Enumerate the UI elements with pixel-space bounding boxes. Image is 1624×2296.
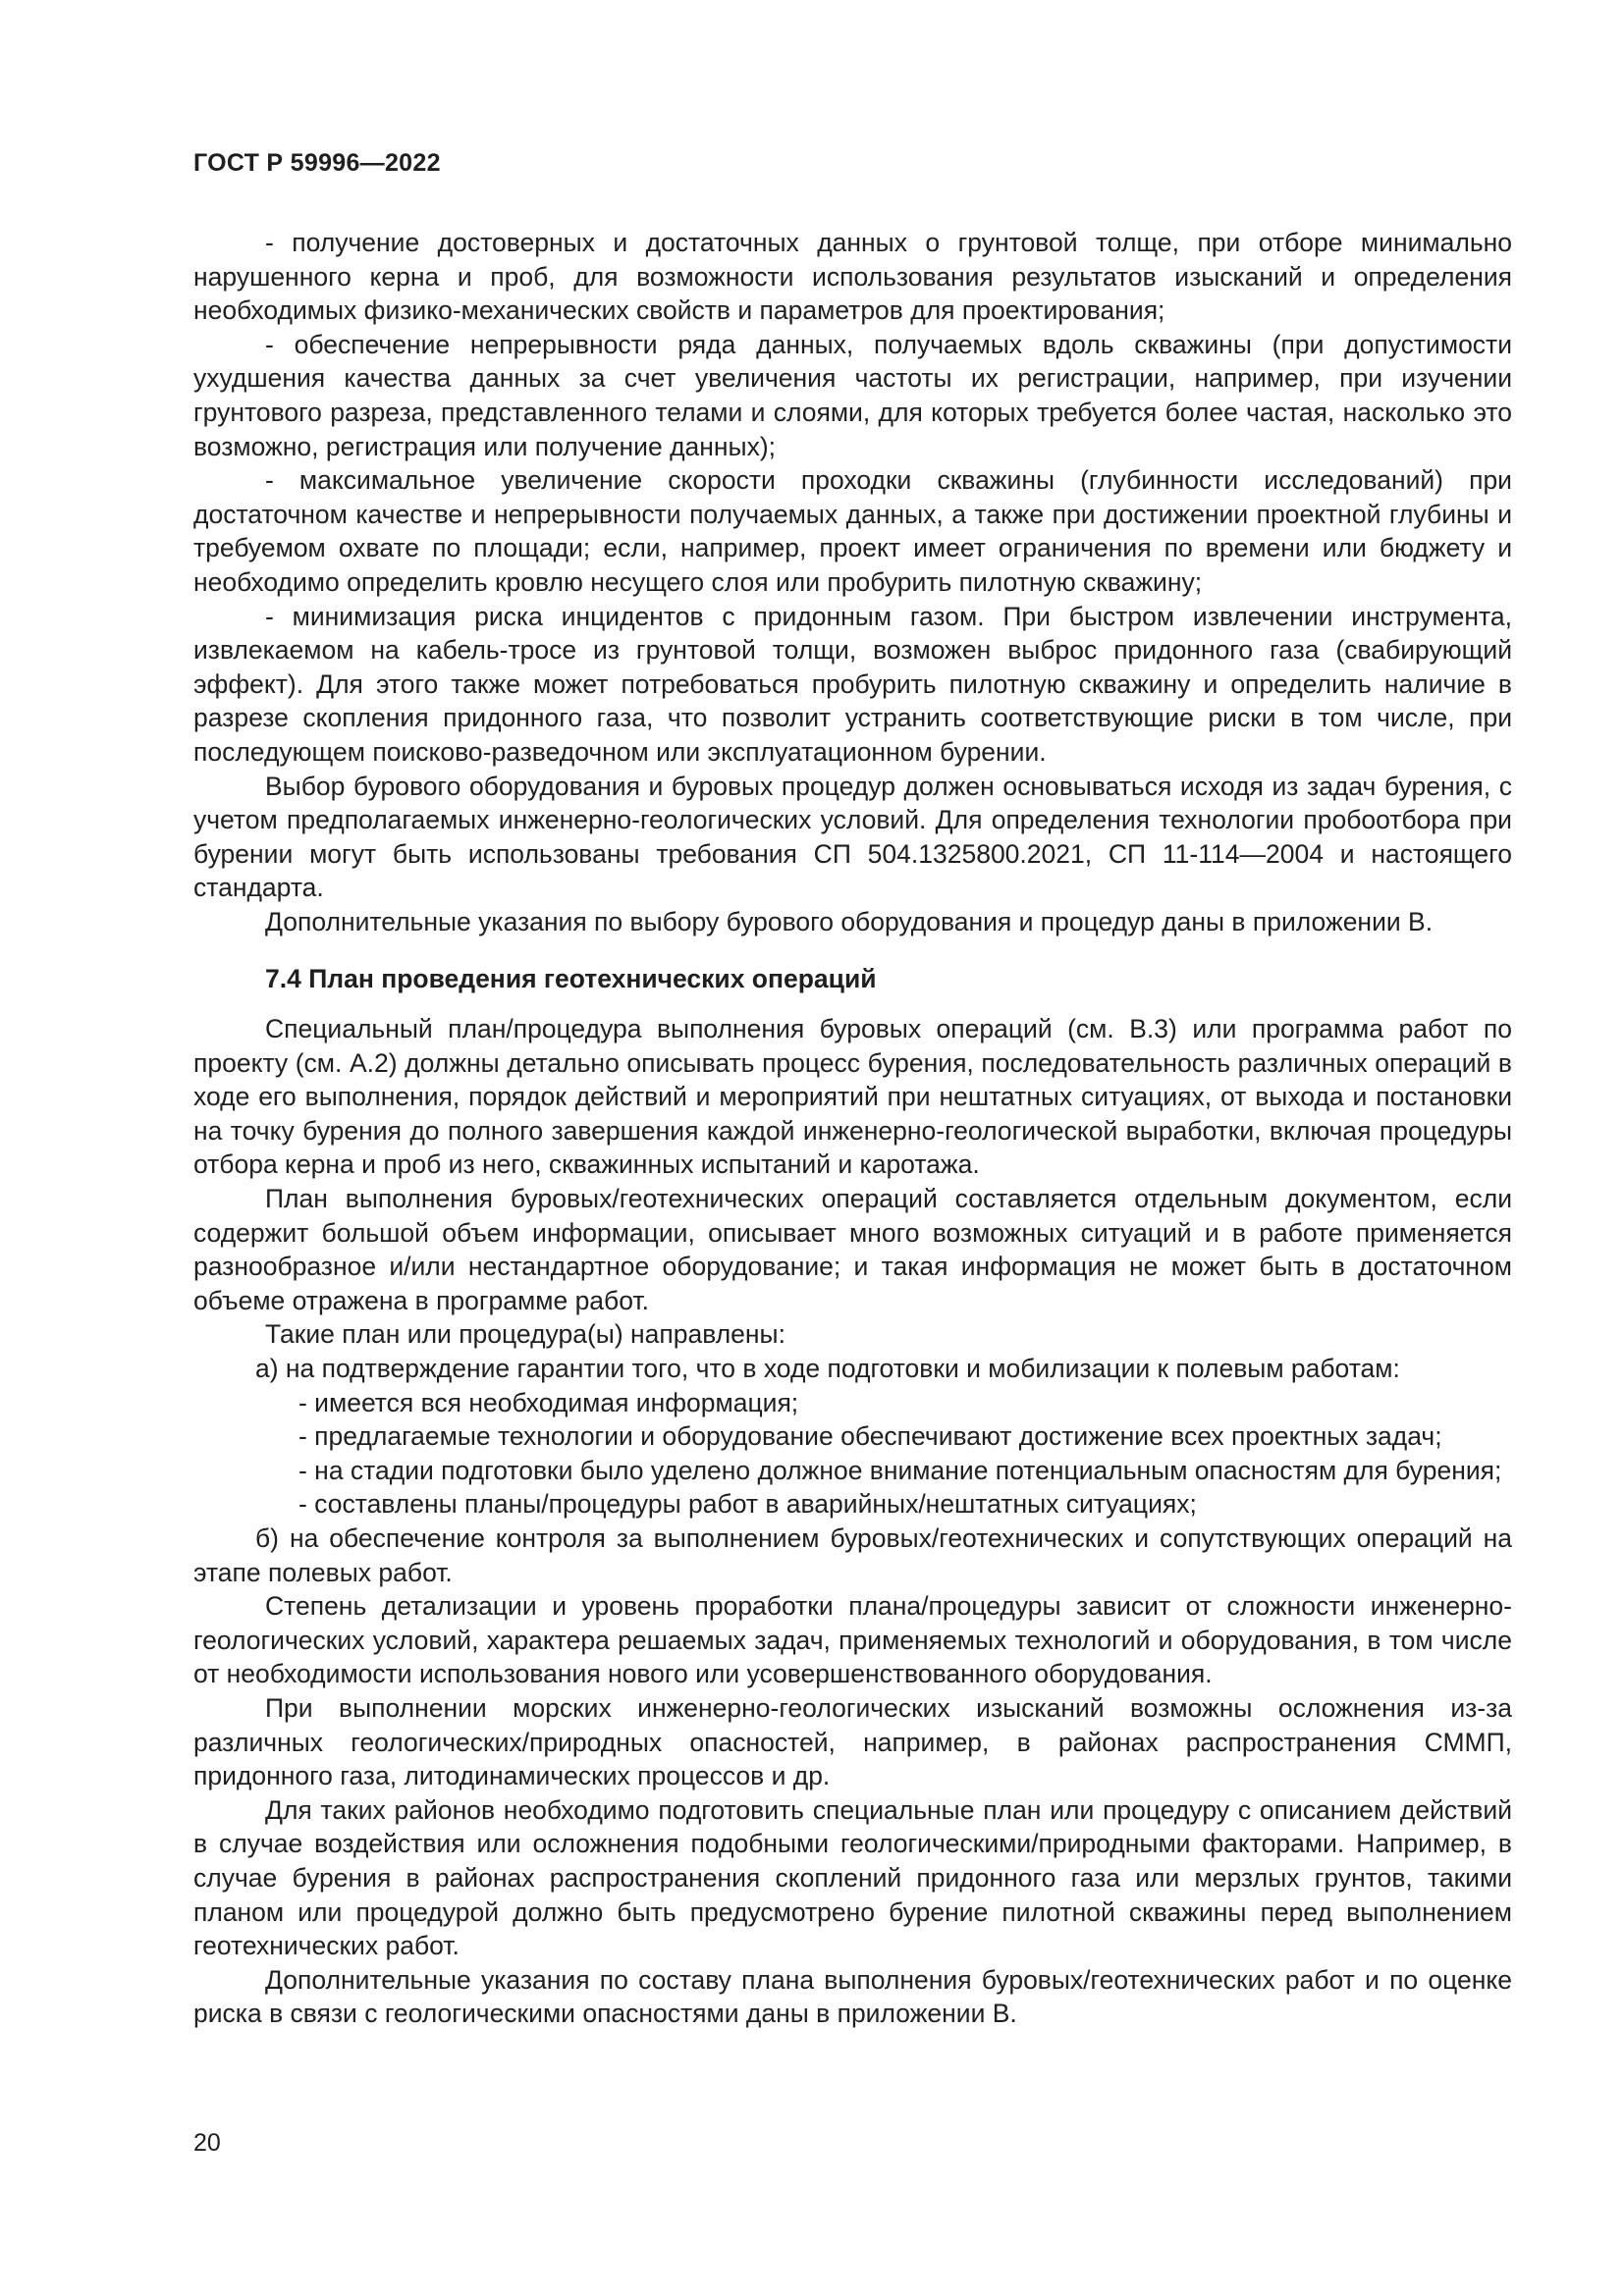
paragraph: Специальный план/процедура выполнения буровых операций (см. В.3) или программа работ по проекту (см. А.2) должны детально описывать процесс бурения, последовательность различных операций в ходе его выполнения, порядок действий и мероприятий при нештатных ситуациях, от выхода и постановки на точку бурения до полного завершения каждой инженерно-геологической выработки, включая процедуры отбора керна и проб из него, скважинных испытаний и каротажа. [193, 1014, 1512, 1180]
paragraph: - обеспечение непрерывности ряда данных, получаемых вдоль скважины (при допустимости ухудшения качества данных за счет увеличения частоты их регистрации, например, при изучении грунтового разреза, представленного телами и слоями, для которых требуется более частая, насколько это возможно, регистрация или получение данных); [193, 329, 1512, 461]
paragraph: План выполнения буровых/геотехнических операций составляется отдельным документом, если содержит большой объем информации, описывает много возможных ситуаций и в работе применяется разнообразное и/или нестандартное оборудование; и такая информация не может быть в достаточном объеме отражена в программе работ. [193, 1184, 1512, 1315]
list-item: - на стадии подготовки было уделено должное внимание потенциальным опасностям для бурения; [298, 1455, 1502, 1485]
list-item: а) на подтверждение гарантии того, что в ходе подготовки и мобилизации к полевым работам: [255, 1354, 1400, 1383]
paragraph: - получение достоверных и достаточных данных о грунтовой толще, при отборе минимально нарушенного керна и проб, для возможности использования результатов изысканий и определения необходимых физико-механических свойств и параметров для проектирования; [193, 228, 1512, 326]
section-heading: 7.4 План проведения геотехнических операций [265, 964, 877, 994]
paragraph: Такие план или процедура(ы) направлены: [265, 1319, 785, 1350]
paragraph: - максимальное увеличение скорости проходки скважины (глубинности исследований) при достаточном качестве и непрерывности получаемых данных, а также при достижении проектной глубины и требуемом охвате по площади; если, например, проект имеет ограничения по времени или бюджету и необходимо определить кровлю несущего слоя или пробурить пилотную скважину; [193, 465, 1512, 597]
list-item: - имеется вся необходимая информация; [298, 1387, 799, 1417]
paragraph: Степень детализации и уровень проработки плана/процедуры зависит от сложности инженерно-геологических условий, характера решаемых задач, применяемых технологий и оборудования, в том числе от необходимости использования нового или усовершенствованного оборудования. [193, 1591, 1512, 1689]
paragraph: Для таких районов необходимо подготовить специальные план или процедуру с описанием действий в случае воздействия или осложнения подобными геологическими/природными факторами. Например, в случае бурения в районах распространения скоплений придонного газа или мерзлых грунтов, такими планом или процедурой должно быть предусмотрено бурение пилотной скважины перед выполнением геотехнических работ. [193, 1794, 1512, 1961]
list-item: б) на обеспечение контроля за выполнением буровых/геотехнических и сопутствующих операций на этапе полевых работ. [193, 1522, 1512, 1587]
page-number: 20 [193, 2129, 221, 2157]
document-code-header: ГОСТ Р 59996—2022 [193, 149, 441, 177]
paragraph: Выбор бурового оборудования и буровых процедур должен основываться исходя из задач бурения, с учетом предполагаемых инженерно-геологических условий. Для определения технологии пробоотбора при бурении могут быть использованы требования СП 504.1325800.2021, СП 11-114—2004 и настоящего стандарта. [193, 771, 1512, 903]
paragraph: Дополнительные указания по выбору бурового оборудования и процедур даны в приложении В. [265, 906, 1434, 936]
paragraph: - минимизация риска инцидентов с придонным газом. При быстром извлечении инструмента, извлекаемом на кабель-тросе из грунтовой толщи, возможен выброс придонного газа (свабирующий эффект). Для этого также может потребоваться пробурить пилотную скважину и определить наличие в разрезе скопления придонного газа, что позволит устранить соответствующие риски в том числе, при последующем поисково-разведочном или эксплуатационном бурении. [193, 601, 1512, 767]
paragraph: При выполнении морских инженерно-геологических изысканий возможны осложнения из-за различных геологических/природных опасностей, например, в районах распространения СММП, придонного газа, литодинамических процессов и др. [193, 1692, 1512, 1791]
paragraph: Дополнительные указания по составу плана выполнения буровых/геотехнических работ и по оценке риска в связи с геологическими опасностями даны в приложении В. [193, 1964, 1512, 2029]
list-item: - составлены планы/процедуры работ в аварийных/нештатных ситуациях; [298, 1489, 1197, 1520]
document-body [193, 226, 1512, 2031]
list-item: - предлагаемые технологии и оборудование обеспечивают достижение всех проектных задач; [298, 1421, 1442, 1452]
